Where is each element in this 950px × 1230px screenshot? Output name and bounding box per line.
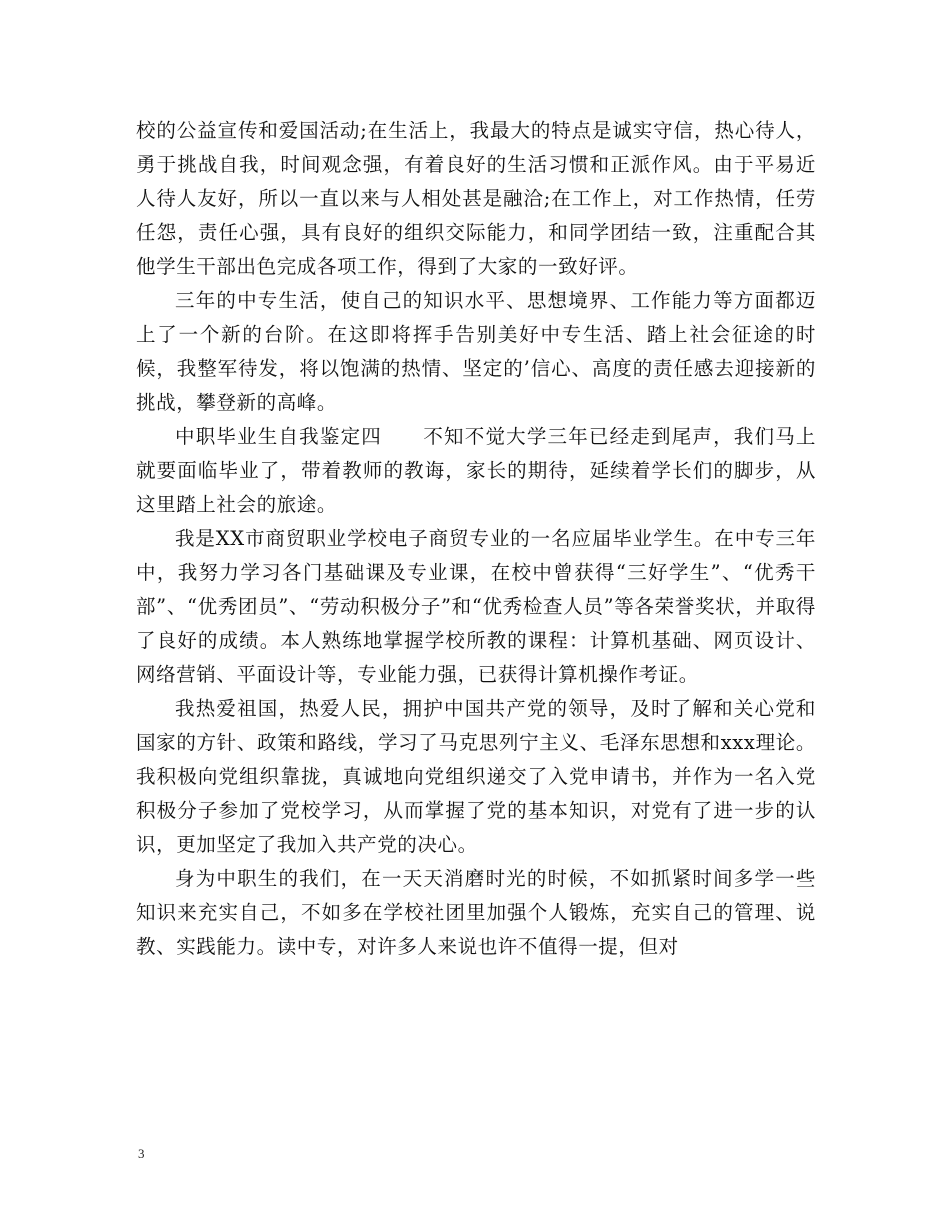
paragraph-2: 三年的中专生活，使自己的知识水平、思想境界、工作能力等方面都迈上了一个新的台阶。在这即将挥手告别美好中专生活、踏上社会征途的时候，我整军待发，将以饱满的热情、坚定的’信心、高度的责任感去迎接新的挑战，攀登新的高峰。 — [136, 289, 816, 414]
paragraph-1: 校的公益宣传和爱国活动;在生活上，我最大的特点是诚实守信，热心待人，勇于挑战自我，时间观念强，有着良好的生活习惯和正派作风。由于平易近人待人友好，所以一直以来与人相处甚是融洽;在工作上，对工作热情，任劳任怨，责任心强，具有良好的组织交际能力，和同学团结一致，注重配合其他学生干部出色完成各项工作，得到了大家的一致好评。 — [136, 119, 816, 278]
paragraph-6: 身为中职生的我们，在一天天消磨时光的时候，不如抓紧时间多学一些知识来充实自己，不如多在学校社团里加强个人锻炼，充实自己的管理、说教、实践能力。读中专，对许多人来说也许不值得一提，但对 — [136, 867, 816, 958]
document-body — [136, 114, 816, 964]
paragraph-5: 我热爱祖国，热爱人民，拥护中国共产党的领导，及时了解和关心党和国家的方针、政策和路线，学习了马克思列宁主义、毛泽东思想和xxx理论。 我积极向党组织靠拢，真诚地向党组织递交了入党申请书，并作为一名入党积极分子参加了党校学习，从而掌握了党的基本知识，对党有了进一步的认识，更加坚定了我加入共产党的决心。 — [136, 697, 816, 856]
page-number: 3 — [138, 1146, 145, 1161]
paragraph-3: 中职毕业生自我鉴定四 不知不觉大学三年已经走到尾声，我们马上就要面临毕业了，带着教师的教诲，家长的期待，延续着学长们的脚步，从这里踏上社会的旅途。 — [136, 425, 816, 516]
paragraph-4: 我是XX市商贸职业学校电子商贸专业的一名应届毕业学生。在中专三年中，我努力学习各门基础课及专业课，在校中曾获得“三好学生”、“优秀干部”、“优秀团员”、“劳动积极分子”和“优秀检查人员”等各荣誉奖状，并取得了良好的成绩。本人熟练地掌握学校所教的课程：计算机基础、网页设计、网络营销、平面设计等，专业能力强，已获得计算机操作考证。 — [136, 527, 816, 686]
